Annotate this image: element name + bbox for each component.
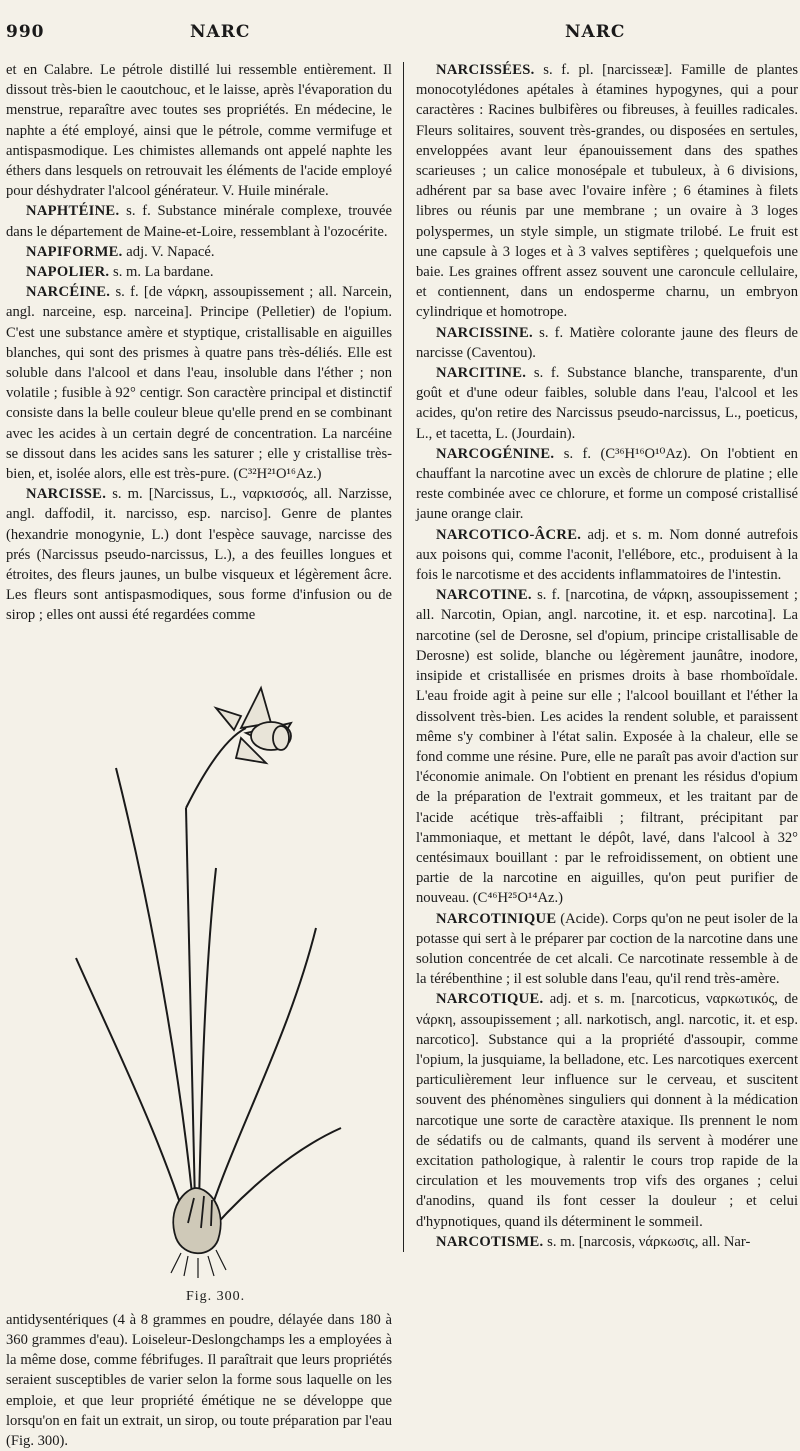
entry-narcitine (416, 363, 798, 444)
bulb (171, 1188, 226, 1278)
definition: s. f. Substance minérale complexe, trouvée dans le département de Maine-et-Loire, ressemblant à l'ozocérite. (6, 203, 392, 240)
entry-narceine (6, 282, 392, 484)
definition: s. f. Substance blanche, transparente, d'un goût et d'une odeur faibles, soluble dans l'eau, l'alcool et les acides, qu'on retire des Narcissus pseudo-narcissus, L., poeticus, L., et tacetta, L. (Jourdain). (416, 365, 798, 442)
entry-narcissine (416, 323, 798, 363)
entry-narcissees (416, 60, 798, 323)
definition: adj. et s. m. [narcoticus, ναρκωτικός, de νάρκη, assoupissement ; all. narkotisch, angl. narcotic, it. et esp. narcotico]. Substance qui a la propriété d'assoupir, comme l'opium, la jusquiame, la belladone, etc. Les narcotiques exercent particulièrement leur influence sur le cerveau, et suscitent souvent des phénomènes singuliers qui donnent à la médication narcotique une sorte de caractère ataxique. Ils prennent le nom de sédatifs ou de calmants, quand ils servent à modérer une excitation pathologique, à ralentir le cours trop rapide de la circulation et les mouvements trop vifs des organes ; celui d'anodins, quand ils font cesser la douleur ; et celui d'hypnotiques, quand ils déterminent le sommeil. (416, 991, 799, 1230)
entry-napiforme (6, 242, 392, 262)
running-head-right: NARC (565, 22, 626, 42)
page-number: 990 (6, 22, 45, 42)
definition: adj. et s. m. Nom donné autrefois aux poisons qui, comme l'aconit, l'ellébore, etc., produisent à la fois le narcotisme et des accidents inflammatoires de l'intestin. (416, 526, 798, 584)
headword: NARCOTINE. (436, 587, 532, 604)
headword: NARCOGÉNINE. (436, 445, 555, 462)
definition: s. m. [narcosis, νάρκωσις, all. Nar- (547, 1233, 751, 1250)
narcissus-illustration (76, 628, 346, 1278)
entry-narcotinique (416, 909, 798, 990)
column-divider (403, 62, 404, 1252)
definition: s. f. Matière colorante jaune des fleurs de narcisse (Caventou). (416, 324, 798, 361)
headword: NARCOTIQUE. (436, 991, 544, 1008)
headword: NARCITINE. (436, 365, 527, 382)
definition: s. m. [Narcissus, L., ναρκισσός, all. Narzisse, angl. daffodil, it. narcisso, esp. narciso]. Genre de plantes (hexandrie monogynie, L.) dont l'espèce sauvage, narcisse des prés (Narcissus pseudo-narcissus, L.), a des feuilles longues et étroites, des fleurs jaunes, un bulbe visqueux et légèrement âcre. Les fleurs sont antispasmodiques, sous forme d'infusion ou de sirop ; elles ont aussi été regardées comme (6, 486, 392, 624)
definition: s. m. La bardane. (113, 264, 214, 281)
entry-narcisse (6, 484, 392, 625)
entry-narcotique (416, 989, 798, 1231)
figure-300 (6, 628, 392, 1308)
flower-head (216, 688, 291, 763)
running-head-left: NARC (190, 22, 251, 42)
definition: adj. V. Napacé. (126, 243, 215, 260)
definition: s. f. pl. [narcisseæ]. Famille de plantes monocotylédones apétales à étamines hypogynes, qui a pour caractères : Racines bulbifères ou fibreuses, à feuilles radicales. Fleurs solitaires, souvent très-grandes, ou disposées en sertules, enveloppées avant leur épanouissement dans des spathes scarieuses ; un calice monosépale et tubuleux, à 6 divisions, adhérent par sa base avec l'ovaire infère ; 6 étamines à filets libres ou réunis par une membrane ; un ovaire à 3 loges polyspermes, un style simple, un stigmate trilobé. Le fruit est une capsule à 3 loges et à 3 valves septifères ; quelquefois une baie. Les graines offrent assez souvent une caroncule cellulaire, et contiennent, dans un endosperme charnu, un embryon cylindrique et homotrope. (416, 62, 798, 321)
narcisse-continuation: antidysentériques (4 à 8 grammes en poudre, délayée dans 180 à 360 grammes d'eau). Loiseleur-Deslongchamps les a employées à la même dose, comme fébrifuges. Il paraîtrait que leurs propriétés seraient susceptibles de varier selon la forme sous laquelle on les emploie, et que leur propriété émétique ne se développe que lorsqu'on en fait un extrait, un sirop, ou toute préparation par l'eau (Fig. 300). (6, 1311, 392, 1449)
entry-napolier (6, 262, 392, 282)
left-column (6, 60, 392, 1449)
entry-narcogenine (416, 444, 798, 525)
headword: NARCISSINE. (436, 324, 533, 341)
definition: (Acide). Corps qu'on ne peut isoler de la potasse qui sert à le préparer par coction de la narcotine dans une solution concentrée de cet alcali. Ce narcotinate ressemble à de la térébenthine ; il est soluble dans l'eau, qu'il rend très-amère. (416, 910, 798, 988)
headword: NARCOTISME. (436, 1233, 544, 1250)
headword: NARCOTICO-ÂCRE. (436, 526, 582, 543)
entry-narcotisme (416, 1232, 798, 1252)
headword: NARCOTINIQUE (436, 910, 557, 927)
headword: NAPHTÉINE. (26, 203, 120, 220)
right-column (416, 60, 798, 1254)
naphte-continuation: et en Calabre. Le pétrole distillé lui ressemble entièrement. Il dissout très-bien le caoutchouc, et le laisse, après l'évaporation du menstrue, reparaître avec toutes ses propriétés. En médecine, le naphte a été employé, ainsi que le pétrole, comme vermifuge et antispasmodique. Les chimistes allemands ont appelé naphte les éthers dans lesquels on retrouvait les éléments de l'acide employé pour déshydrater l'alcool générateur. V. Huile minérale. (6, 62, 392, 200)
entry-naphteine (6, 201, 392, 241)
definition: s. f. [de νάρκη, assoupissement ; all. Narcein, angl. narceine, esp. narceina]. Principe (Pelletier) de l'opium. C'est une substance amère et styptique, cristallisable en aiguilles blanches, qui sont des prismes à quatre pans très-déliés. Elle est soluble dans l'alcool et dans l'eau, insoluble dans l'éther ; non volatile ; fusible à 92° centigr. Son caractère principal et distinctif consiste dans la belle couleur bleue qu'elle prend en se combinant avec les acides à un certain degré de concentration. La narcéine se dissout dans les acides sans les saturer ; elle y cristallise très-bien, et, isolée alors, elle est très-pure. (C³²H²¹O¹⁶Az.) (6, 284, 392, 483)
headword: NARCÉINE. (26, 284, 111, 301)
definition: s. f. [narcotina, de νάρκη, assoupissement ; all. Narcotin, Opian, angl. narcotine, it. et esp. narcotina]. La narcotine (sel de Derosne, sel d'opium, principe cristallisable de Derosne) est solide, blanche ou légèrement jaunâtre, inodore, insipide et cristallisée en prismes droits à base rhomboïdale. L'eau froide agit à peine sur elle ; l'alcool bouillant et l'éther la dissolvent très-bien. Les acides la rendent soluble, et paraissent même s'y combiner à l'état salin. Exposée à la chaleur, elle se fond comme une résine. Pure, elle ne paraît pas avoir d'action sur l'économie animale. On l'obtient en prenant les résidus d'opium de la préparation de l'extrait gommeux, et les traitant par de l'acide acétique très-affaibli ; filtrant, précipitant par l'ammoniaque, et mettant le dépôt, lavé, dans l'alcool à 32° centésimaux bouillant : par le refroidissement, on obtient une partie de la narcotine en aiguilles, qu'on peut purifier de nouveau. (C⁴⁶H²⁵O¹⁴Az.) (416, 587, 798, 907)
headword: NAPIFORME. (26, 243, 123, 260)
headword: NARCISSÉES. (436, 62, 535, 78)
figure-caption: Fig. 300. (186, 1289, 246, 1305)
definition: s. f. (C³⁶H¹⁶O¹⁰Az). On l'obtient en chauffant la narcotine avec un excès de chlorure de platine ; elle reste combinée avec ce chlorure, et forme un composé cristallisé jaune orange clair. (416, 445, 798, 523)
headword: NARCISSE. (26, 486, 107, 503)
headword: NAPOLIER. (26, 264, 110, 281)
entry-narcotico-acre (416, 525, 798, 586)
entry-narcotine (416, 585, 798, 908)
